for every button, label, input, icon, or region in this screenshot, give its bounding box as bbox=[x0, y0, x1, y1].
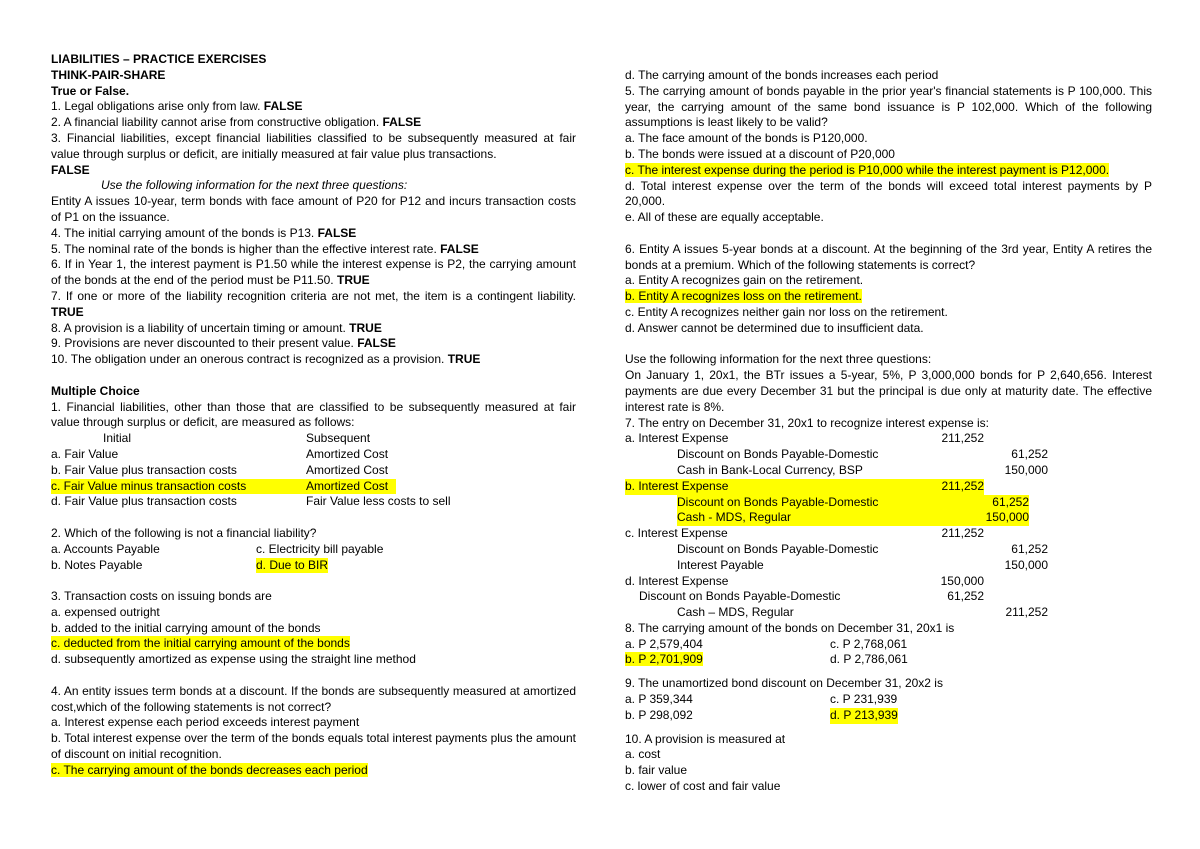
mc-q10-option-b: b. fair value bbox=[625, 763, 688, 778]
column-subsequent: Subsequent bbox=[306, 431, 371, 446]
tf-question-2: 2. A financial liability cannot arise from constructive obligation. FALSE bbox=[51, 115, 422, 130]
mc-q5-option-b: b. The bonds were issued at a discount of P20,000 bbox=[625, 146, 895, 161]
journal-entry-c-line3: Interest Payable 150,000 bbox=[677, 557, 1048, 572]
mc-q6-option-b bbox=[625, 289, 1152, 305]
mc-question-4: 4. An entity issues term bonds at a discount. If the bonds are subsequently measured at amortized cost,which of the following statements is not correct? bbox=[51, 683, 576, 714]
tf-heading: True or False. bbox=[51, 83, 130, 98]
mc-q1-option-a: a. Fair Value Amortized Cost bbox=[51, 446, 389, 461]
tf-question-8: 8. A provision is a liability of uncertain timing or amount. TRUE bbox=[51, 320, 382, 335]
mc-q4-option-d: d. The carrying amount of the bonds increases each period bbox=[625, 68, 939, 82]
tf-entity-info: Entity A issues 10-year, term bonds with face amount of P20 for P12 and incurs transaction costs of P1 on the issuance. bbox=[51, 194, 576, 224]
info-note: Use the following information for the next three questions: bbox=[625, 352, 932, 367]
tf-question-4: 4. The initial carrying amount of the bonds is P13. FALSE bbox=[51, 225, 357, 240]
mc-q1-option-d: d. Fair Value plus transaction costs Fair Value less costs to sell bbox=[51, 494, 451, 509]
mc-question-5: 5. The carrying amount of bonds payable in the prior year's financial statements is P 100,000. This year, the carrying amount of the same bond issuance is P 102,000. Which of the following assumptions is least likely to be valid? bbox=[625, 83, 1152, 130]
mc-question-8: 8. The carrying amount of the bonds on December 31, 20x1 is bbox=[625, 620, 955, 635]
tf-question-7: 7. If one or more of the liability recognition criteria are not met, the item is a contingent liability. TRUE bbox=[51, 288, 576, 319]
journal-entry-d-line2: Discount on Bonds Payable-Domestic 61,252 bbox=[639, 589, 984, 604]
mc-q10-option-a: a. cost bbox=[625, 747, 661, 762]
document-title: LIABILITIES – PRACTICE EXERCISES bbox=[51, 52, 267, 66]
mc-q1-option-c: c. Fair Value minus transaction costs Amortized Cost bbox=[51, 479, 396, 495]
left-column bbox=[51, 52, 576, 779]
highlighted-answer: d. Due to BIR bbox=[256, 557, 329, 572]
journal-entry-d-line3: Cash – MDS, Regular 211,252 bbox=[677, 605, 1048, 620]
highlighted-answer: c. The interest expense during the period is P10,000 while the interest payment is P12,000. bbox=[625, 162, 1110, 177]
journal-entry-a-line2: Discount on Bonds Payable-Domestic 61,252 bbox=[677, 447, 1048, 462]
mc-q3-option-b: b. added to the initial carrying amount of the bonds bbox=[51, 620, 321, 635]
mc-q5-option-c bbox=[625, 163, 1152, 179]
mc-question-9: 9. The unamortized bond discount on December 31, 20x2 is bbox=[625, 676, 943, 691]
mc-question-6: 6. Entity A issues 5-year bonds at a discount. At the beginning of the 3rd year, Entity A retires the bonds at a premium. Which of the following statements is correct? bbox=[625, 241, 1152, 272]
tf-question-1: 1. Legal obligations arise only from law. FALSE bbox=[51, 99, 303, 114]
bond-scenario: On January 1, 20x1, the BTr issues a 5-year, 5%, P 3,000,000 bonds for P 2,640,656. Interest payments are due every December 31 but the principal is due only at maturity date. The effective interest rate is 8%. bbox=[625, 368, 1152, 414]
mc-question-2: 2. Which of the following is not a financial liability? bbox=[51, 525, 317, 540]
highlighted-answer: d. P 213,939 bbox=[830, 707, 898, 722]
right-column bbox=[625, 68, 1152, 795]
tf-question-10: 10. The obligation under an onerous contract is recognized as a provision. TRUE bbox=[51, 352, 481, 367]
mc-q5-option-d: d. Total interest expense over the term of the bonds will exceed total interest payments by P 20,000. bbox=[625, 178, 1152, 209]
mc-q2-options-row2: b. Notes Payable d. Due to BIR bbox=[51, 557, 329, 572]
mc-q8-options-row1: a. P 2,579,404 c. P 2,768,061 bbox=[625, 636, 908, 651]
tf-question-9: 9. Provisions are never discounted to their present value. FALSE bbox=[51, 336, 396, 351]
column-initial: Initial bbox=[103, 431, 132, 446]
tf-question-6: 6. If in Year 1, the interest payment is P1.50 while the interest expense is P2, the carrying amount of the bonds at the end of the period must be P11.50. TRUE bbox=[51, 257, 576, 288]
mc-q5-option-e: e. All of these are equally acceptable. bbox=[625, 210, 824, 225]
mc-q6-option-c: c. Entity A recognizes neither gain nor loss on the retirement. bbox=[625, 304, 948, 319]
mc-q4-option-c bbox=[51, 763, 576, 779]
mc-q3-option-a: a. expensed outright bbox=[51, 604, 160, 619]
mc-q1-option-b: b. Fair Value plus transaction costs Amortized Cost bbox=[51, 462, 389, 477]
mc-q5-option-a: a. The face amount of the bonds is P120,000. bbox=[625, 131, 868, 146]
highlighted-answer: b. Entity A recognizes loss on the retirement. bbox=[625, 289, 862, 304]
highlighted-answer: b. P 2,701,909 bbox=[625, 652, 703, 667]
tf-question-5: 5. The nominal rate of the bonds is higher than the effective interest rate. FALSE bbox=[51, 241, 479, 256]
mc-question-1: 1. Financial liabilities, other than those that are classified to be subsequently measured at fair value through surplus or deficit, are measured as follows: bbox=[51, 399, 576, 430]
highlighted-answer: c. The carrying amount of the bonds decreases each period bbox=[51, 762, 368, 777]
mc-q3-option-d: d. subsequently amortized as expense using the straight line method bbox=[51, 652, 416, 667]
mc-q2-options-row1: a. Accounts Payable c. Electricity bill payable bbox=[51, 541, 384, 556]
document-subtitle: THINK-PAIR-SHARE bbox=[51, 67, 166, 82]
mc-q9-options-row1: a. P 359,344 c. P 231,939 bbox=[625, 692, 898, 707]
mc-question-10: 10. A provision is measured at bbox=[625, 731, 786, 746]
mc-heading: Multiple Choice bbox=[51, 383, 140, 398]
highlighted-answer: c. Fair Value minus transaction costs bbox=[51, 479, 306, 495]
journal-entry-b-line1: b. Interest Expense 211,252 bbox=[625, 478, 984, 493]
mc-question-7: 7. The entry on December 31, 20x1 to recognize interest expense is: bbox=[625, 415, 989, 430]
highlighted-answer: c. deducted from the initial carrying amount of the bonds bbox=[51, 636, 350, 651]
mc-q10-option-c: c. lower of cost and fair value bbox=[625, 779, 781, 794]
mc-q1-header bbox=[51, 431, 576, 447]
journal-entry-c-line1: c. Interest Expense 211,252 bbox=[625, 526, 984, 541]
journal-entry-b-line2: Discount on Bonds Payable-Domestic 61,252 bbox=[677, 494, 1029, 509]
journal-entry-b-line3: Cash - MDS, Regular 150,000 bbox=[677, 510, 1029, 525]
mc-q8-options-row2: b. P 2,701,909 d. P 2,786,061 bbox=[625, 652, 908, 667]
mc-question-3: 3. Transaction costs on issuing bonds are bbox=[51, 589, 272, 604]
mc-q6-option-a: a. Entity A recognizes gain on the retirement. bbox=[625, 273, 864, 288]
tf-question-3: 3. Financial liabilities, except financial liabilities classified to be subsequently measured at fair value through surplus or deficit, are initially measured at fair value plus transactions. FALSE bbox=[51, 130, 576, 177]
journal-entry-d-line1: d. Interest Expense 150,000 bbox=[625, 573, 984, 588]
mc-q4-option-b: b. Total interest expense over the term of the bonds equals total interest payments plus the amount of discount on initial recognition. bbox=[51, 731, 576, 762]
mc-q9-options-row2: b. P 298,092 d. P 213,939 bbox=[625, 707, 898, 722]
mc-q3-option-c bbox=[51, 636, 576, 652]
mc-q6-option-d: d. Answer cannot be determined due to insufficient data. bbox=[625, 320, 924, 335]
journal-entry-a-line3: Cash in Bank-Local Currency, BSP 150,000 bbox=[677, 462, 1048, 477]
journal-entry-c-line2: Discount on Bonds Payable-Domestic 61,252 bbox=[677, 541, 1048, 556]
journal-entry-a-line1: a. Interest Expense 211,252 bbox=[625, 431, 984, 446]
tf-info-note: Use the following information for the next three questions: bbox=[101, 178, 408, 193]
mc-q4-option-a: a. Interest expense each period exceeds interest payment bbox=[51, 715, 360, 730]
